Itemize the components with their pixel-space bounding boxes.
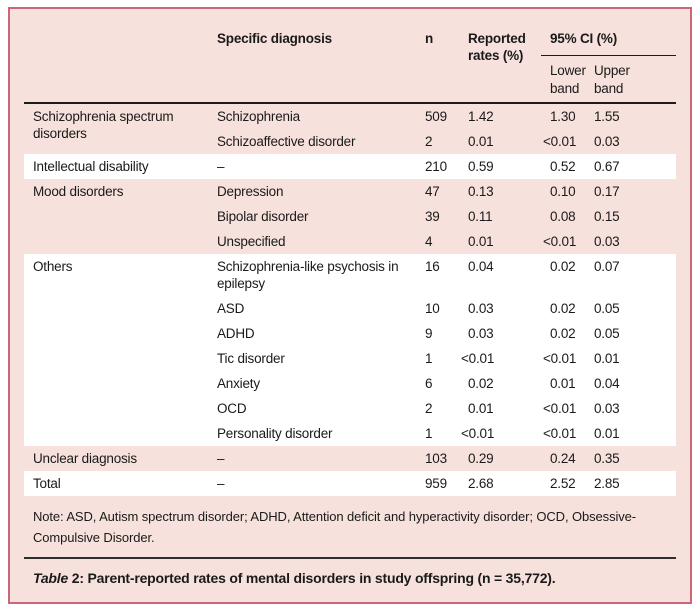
cell-ci-upper: 0.01 [585, 346, 676, 371]
table-row [24, 179, 676, 204]
cell-diagnosis: OCD [208, 396, 416, 421]
table-caption [33, 569, 676, 588]
caption-divider [24, 557, 676, 559]
cell-ci-upper: 1.55 [594, 109, 620, 124]
header-n: n [416, 17, 459, 103]
caption-label-italic: Table [33, 570, 69, 586]
cell-ci-lower: 2.52 [541, 471, 585, 496]
cell-diagnosis: Schizophrenia-like psychosis in epilepsy [208, 254, 416, 296]
cell-diagnosis: – [208, 471, 416, 496]
cell-diagnosis: – [217, 451, 225, 466]
cell-reported-rate: 0.59 [459, 154, 541, 179]
header-empty-cell [24, 17, 208, 103]
cell-n: 9 [416, 321, 459, 346]
cell-ci-upper: 0.07 [585, 254, 676, 296]
cell-reported-rate: 0.03 [459, 321, 541, 346]
cell-group-label: Mood disorders [33, 184, 124, 199]
header-reported-rates: Reported rates (%) [459, 17, 541, 103]
cell-group-label: Total [24, 471, 208, 496]
cell-n: 103 [425, 451, 447, 466]
cell-ci-lower: 0.02 [541, 296, 585, 321]
cell-ci-upper: 0.04 [585, 371, 676, 396]
table-body [24, 103, 676, 496]
cell-ci-lower: <0.01 [543, 234, 577, 249]
cell-reported-rate: 0.11 [468, 209, 493, 224]
cell-reported-rate: 0.29 [468, 451, 494, 466]
cell-diagnosis: Anxiety [208, 371, 416, 396]
header-specific-diagnosis: Specific diagnosis [208, 17, 416, 103]
table-header [24, 17, 676, 103]
cell-diagnosis: – [208, 154, 416, 179]
cell-n: 10 [416, 296, 459, 321]
cell-diagnosis: Bipolar disorder [217, 209, 309, 224]
cell-ci-upper: 0.05 [585, 321, 676, 346]
cell-diagnosis: Depression [217, 184, 284, 199]
cell-ci-lower: 0.01 [541, 371, 585, 396]
cell-n: 47 [425, 184, 440, 199]
table-row [24, 154, 676, 179]
cell-ci-lower: <0.01 [541, 421, 585, 446]
cell-ci-lower: <0.01 [541, 346, 585, 371]
cell-ci-upper: 0.03 [594, 134, 620, 149]
cell-diagnosis: ASD [208, 296, 416, 321]
cell-ci-lower: 0.10 [550, 184, 576, 199]
cell-ci-lower: <0.01 [541, 396, 585, 421]
data-table [24, 17, 676, 496]
cell-ci-upper: 0.15 [594, 209, 620, 224]
cell-n: 1 [416, 421, 459, 446]
cell-ci-upper: 0.35 [594, 451, 620, 466]
table-note: Note: ASD, Autism spectrum disorder; ADHD, Attention deficit and hyperactivity disorder; OCD, Obsessive-Compulsive Disorder. [33, 509, 637, 545]
cell-n: 2 [425, 134, 433, 149]
cell-reported-rate: 0.03 [459, 296, 541, 321]
cell-n: 210 [416, 154, 459, 179]
cell-ci-upper: 0.01 [585, 421, 676, 446]
cell-ci-upper: 0.03 [585, 396, 676, 421]
cell-group-label: Intellectual disability [24, 154, 208, 179]
cell-diagnosis: Unspecified [217, 234, 286, 249]
cell-diagnosis: Tic disorder [208, 346, 416, 371]
caption-text: Parent-reported rates of mental disorders in study offspring (n = 35,772). [87, 570, 556, 586]
cell-reported-rate: 0.01 [468, 234, 494, 249]
caption-label-number: 2: [71, 570, 84, 586]
table-row [24, 446, 676, 471]
cell-reported-rate: 0.04 [459, 254, 541, 296]
cell-n: 2 [416, 396, 459, 421]
cell-reported-rate: <0.01 [459, 421, 541, 446]
cell-reported-rate: 0.01 [459, 396, 541, 421]
cell-n: 4 [425, 234, 433, 249]
header-95ci: 95% CI (%) [541, 17, 676, 56]
cell-ci-lower: 0.02 [541, 254, 585, 296]
cell-ci-lower: <0.01 [543, 134, 577, 149]
cell-ci-lower: 0.08 [550, 209, 576, 224]
cell-diagnosis: Schizophrenia [217, 109, 300, 124]
cell-n: 1 [416, 346, 459, 371]
cell-group-label: Schizophrenia spectrum disorders [33, 109, 174, 141]
cell-reported-rate: 0.02 [459, 371, 541, 396]
cell-n: 6 [416, 371, 459, 396]
cell-diagnosis: Personality disorder [208, 421, 416, 446]
table-row [24, 103, 676, 129]
table-row [24, 254, 676, 296]
cell-diagnosis: ADHD [208, 321, 416, 346]
cell-ci-upper: 0.17 [594, 184, 620, 199]
cell-ci-upper: 0.67 [585, 154, 676, 179]
table-row [24, 471, 676, 496]
cell-ci-upper: 2.85 [585, 471, 676, 496]
cell-group-label: Others [24, 254, 208, 446]
cell-ci-lower: 0.02 [541, 321, 585, 346]
table-frame [8, 7, 692, 604]
cell-reported-rate: 2.68 [459, 471, 541, 496]
cell-ci-lower: 1.30 [550, 109, 576, 124]
cell-reported-rate: 0.01 [468, 134, 494, 149]
cell-n: 16 [416, 254, 459, 296]
header-upper-band: Upper band [585, 56, 676, 104]
cell-ci-upper: 0.05 [585, 296, 676, 321]
cell-n: 39 [425, 209, 440, 224]
cell-ci-lower: 0.24 [550, 451, 576, 466]
cell-reported-rate: 0.13 [468, 184, 494, 199]
cell-ci-lower: 0.52 [541, 154, 585, 179]
cell-group-label: Unclear diagnosis [33, 451, 137, 466]
cell-ci-upper: 0.03 [594, 234, 620, 249]
cell-reported-rate: <0.01 [459, 346, 541, 371]
cell-diagnosis: Schizoaffective disorder [217, 134, 356, 149]
cell-n: 959 [416, 471, 459, 496]
header-lower-band: Lower band [541, 56, 585, 104]
cell-reported-rate: 1.42 [468, 109, 494, 124]
cell-n: 509 [425, 109, 447, 124]
